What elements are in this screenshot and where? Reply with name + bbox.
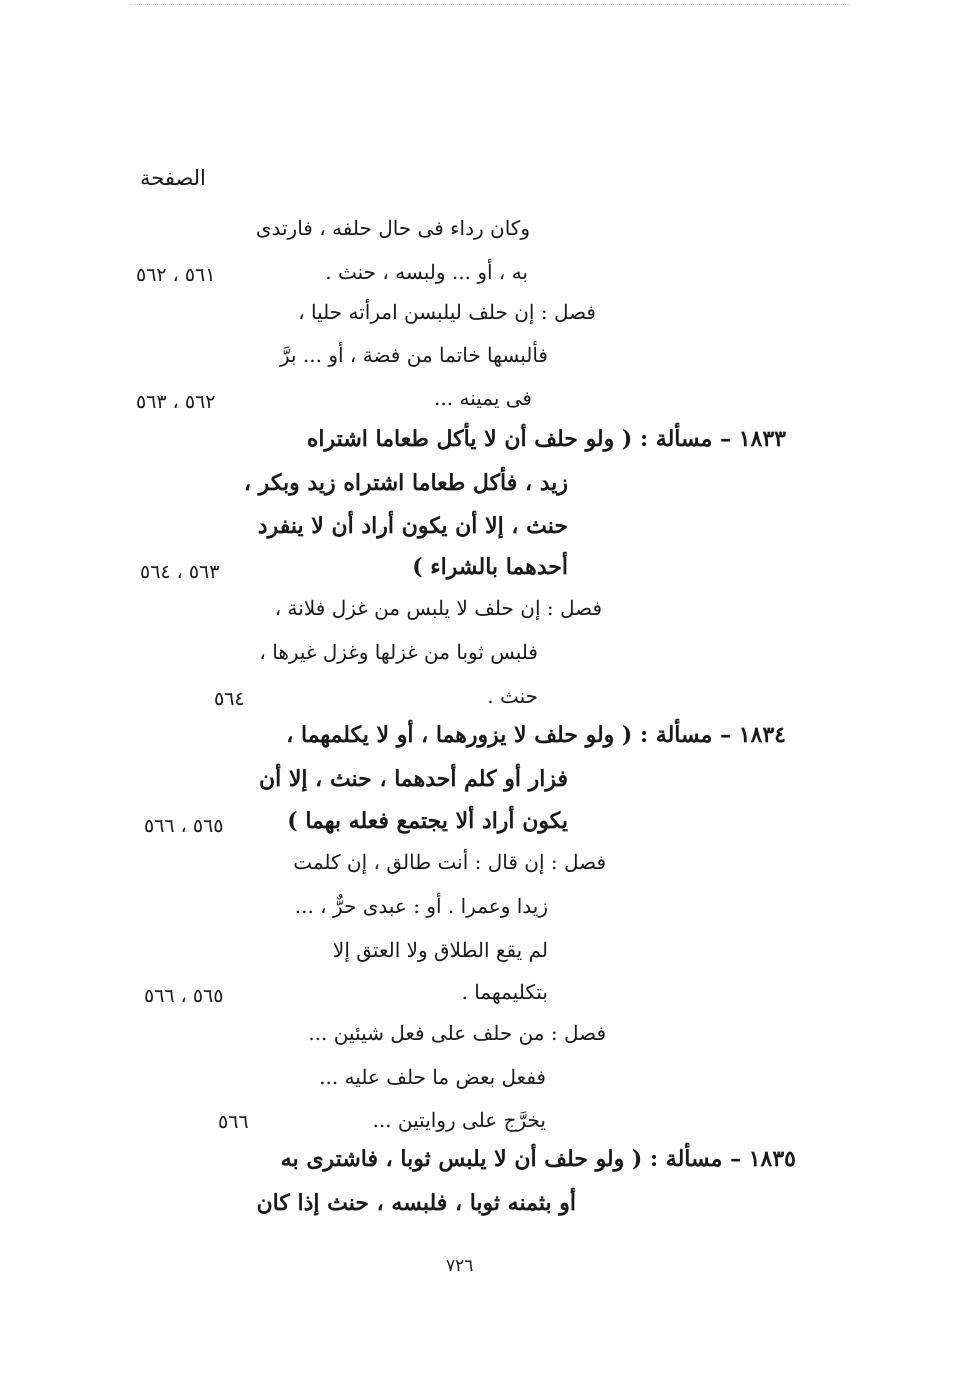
text-line: أو بثمنه ثوبا ، فلبسه ، حنث إذا كان: [256, 1190, 576, 1216]
text-line: ففعل بعض ما حلف عليه ...: [319, 1065, 546, 1089]
page-ref: ٥٦٥ ، ٥٦٦: [144, 985, 224, 1007]
text-line: فصل : من حلف على فعل شيئين ...: [308, 1021, 606, 1045]
text-line: فألبسها خاتما من فضة ، أو ... برَّ: [279, 343, 548, 367]
entry-text: ( ولو حلف أن لا يأكل طعاما اشتراه: [306, 426, 633, 452]
text-line: فصل : إن حلف ليلبسن امرأته حليا ،: [298, 300, 596, 324]
text-line: زيد ، فأكل طعاما اشتراه زيد وبكر ،: [243, 470, 568, 496]
page-ref: ٥٦٢ ، ٥٦٣: [136, 391, 216, 413]
text-line: فى يمينه ...: [434, 386, 532, 410]
text-line: زيدا وعمرا . أو : عبدى حرٌّ ، ...: [294, 894, 548, 918]
entry-line: [281, 1148, 796, 1170]
page-ref: ٥٦٥ ، ٥٦٦: [144, 815, 224, 837]
text-line: بتكليمهما .: [461, 980, 548, 1004]
column-header-page: الصفحة: [140, 166, 206, 190]
text-line: فلبس ثوبا من غزلها وغزل غيرها ،: [259, 640, 538, 664]
entry-text: ( ولو حلف لا يزورهما ، أو لا يكلمهما ،: [286, 722, 633, 748]
text-line: حنث .: [487, 684, 538, 708]
page-number: ٧٢٦: [446, 1256, 474, 1276]
text-line: يكون أراد ألا يجتمع فعله بهما ): [287, 808, 568, 834]
entry-heading: ١٨٣٥ – مسألة :: [650, 1146, 796, 1172]
entry-line: [307, 428, 786, 450]
page-ref: ٥٦٦: [218, 1111, 249, 1133]
page-ref: ٥٦٤: [214, 688, 245, 710]
text-line: فزار أو كلم أحدهما ، حنث ، إلا أن: [258, 766, 568, 792]
text-line: به ، أو ... ولبسه ، حنث .: [325, 260, 528, 284]
page-ref: ٥٦١ ، ٥٦٢: [136, 264, 216, 286]
text-line: يخرَّج على روايتين ...: [372, 1108, 546, 1132]
entry-text: ( ولو حلف أن لا يلبس ثوبا ، فاشترى به: [280, 1146, 643, 1172]
text-line: فصل : إن حلف لا يلبس من غزل فلانة ،: [274, 596, 602, 620]
page-ref: ٥٦٣ ، ٥٦٤: [140, 561, 220, 583]
entry-heading: ١٨٣٤ – مسألة :: [640, 722, 786, 748]
text-line: فصل : إن قال : أنت طالق ، إن كلمت: [293, 850, 606, 874]
entry-line: [286, 724, 786, 746]
text-line: حنث ، إلا أن يكون أراد أن لا ينفرد: [257, 513, 568, 539]
entry-heading: ١٨٣٣ – مسألة :: [640, 426, 786, 452]
text-line: لم يقع الطلاق ولا العتق إلا: [332, 938, 548, 962]
text-line: أحدهما بالشراء ): [412, 554, 568, 580]
scan-edge: [130, 4, 850, 6]
text-line: وكان رداء فى حال حلفه ، فارتدى: [255, 216, 530, 240]
